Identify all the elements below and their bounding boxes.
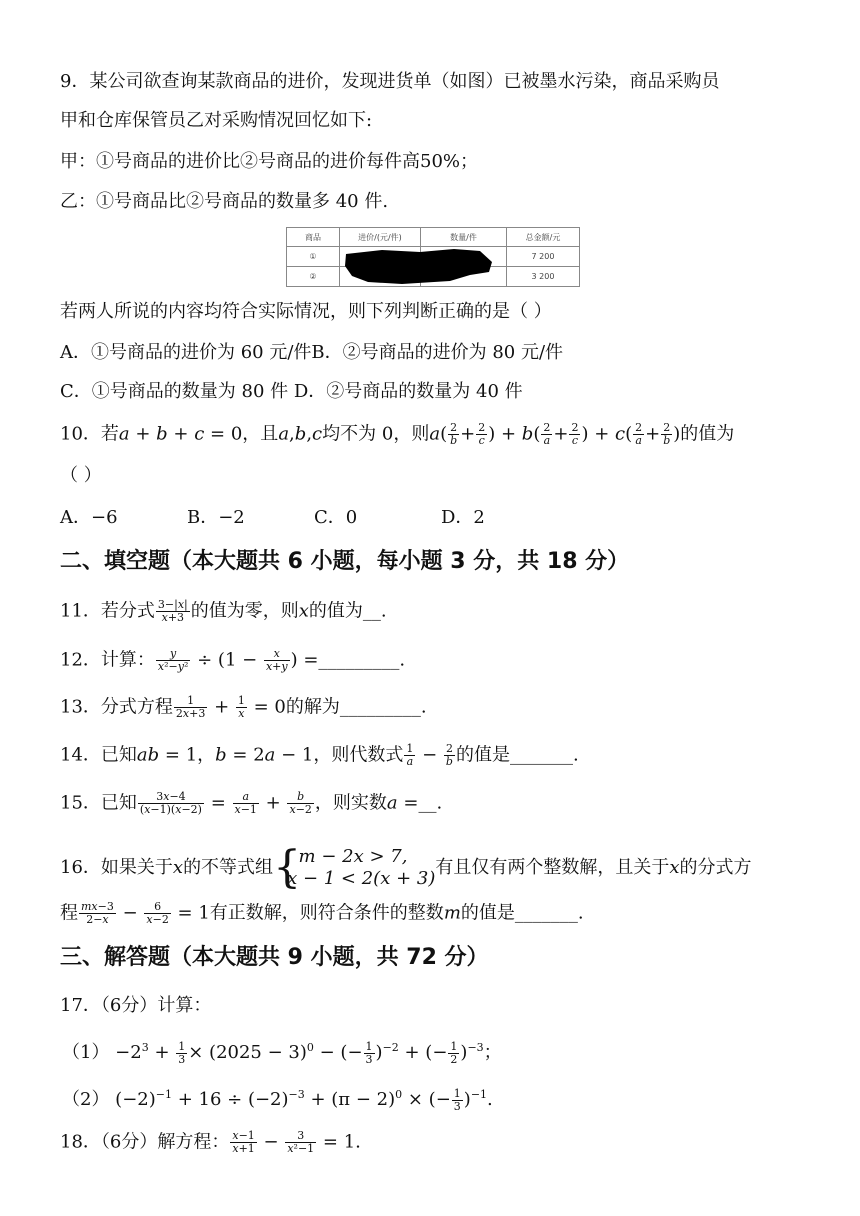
q10-option-d: D．2: [441, 507, 485, 528]
ink-blot: [342, 248, 497, 285]
section-answer-title: 三、解答题（本大题共 9 小题，共 72 分）: [60, 945, 489, 970]
q11: 11．若分式 $\frac{3-|x|}{x+3}$ 的值为零，则x的值为__.: [60, 598, 387, 624]
q17-part-2: （2） $(-2)^{-1} + 16 \div (-2)^{-3} + (\pi - 2)^0$ × (− $\frac{1}{3}$ )$^{-1}$.: [62, 1086, 493, 1113]
table-header: 数量/件: [421, 228, 507, 247]
q9-options-cd: C．①号商品的数量为 80 件 D．②号商品的数量为 40 件: [60, 381, 523, 402]
q9-yi-statement: 乙：①号商品比②号商品的数量多 40 件.: [60, 191, 389, 212]
section-fill-in-title: 二、填空题（本大题共 6 小题，每小题 3 分，共 18 分）: [60, 549, 630, 574]
q17-stem: 17．（6分）计算：: [60, 995, 212, 1016]
q10-answer-paren: （ ）: [60, 465, 102, 486]
q9-line-2: 甲和仓库保管员乙对采购情况回忆如下:: [60, 110, 373, 131]
q9-options-ab: A．①号商品的进价为 60 元/件B．②号商品的进价为 80 元/件: [60, 342, 564, 363]
q17-part-1: $(1) -2^3$ + $\frac{1}{3}$ × $(2025 - 3)^0$ − (− $\frac{1}{3}$ )$^{-2}$ + (− $\frac{1}{2}$ )$^{-3}$；: [62, 1039, 502, 1066]
table-cell: 3 200: [507, 267, 580, 287]
q10-option-c: C．0: [314, 507, 358, 528]
table-header: 商品: [287, 228, 340, 247]
q10-option-b: B．−2: [187, 507, 245, 528]
q10-option-a: A．−6: [60, 507, 118, 528]
q14: 14．已知ab = 1，b = 2a − 1，则代数式 $\frac{1}{a}$ − $\frac{2}{b}$ 的值是_______.: [60, 742, 579, 768]
q18: 18．（6分）解方程： $\frac{x-1}{x+1}$ − $\frac{3}{\text{x²−1}}$ = 1.: [60, 1129, 361, 1155]
q15: 15．已知 $\frac{3x-4}{(x-1)(x-2)}$ = $\frac{a}{x-1}$ + $\frac{b}{x-2}$ ，则实数a =__.: [60, 790, 443, 816]
q10-prefix: 10．若: [60, 423, 119, 445]
table-header: 总金额/元: [507, 228, 580, 247]
q12: 12．计算： $\frac{y}{\text{x²−y²}}$ ÷ (1 − $\frac{x}{x+y}$ ) =_________.: [60, 647, 406, 673]
q16-line-1: 16．如果关于x的不等式组 { m − 2x > 7, x − 1 < 2(x + 3) 有且仅有两个整数解，且关于x的分式方: [60, 846, 752, 890]
q10-stem: 10．若a + b + c = 0，且a,b,c均不为 0，则a( $\frac{2}{b}$ + $\frac{2}{c}$ ) + b( $\frac{2}{a}$ + $\frac{2}{c}$ ) + c( $\frac{2}{a}$ + $\frac{2}{b}$ )的值为: [60, 421, 735, 447]
q9-jia-statement: 甲：①号商品的进价比②号商品的进价每件高50%；: [60, 151, 479, 172]
q9-question: 若两人所说的内容均符合实际情况，则下列判断正确的是（ ）: [60, 301, 552, 322]
table-cell: 7 200: [507, 247, 580, 267]
q9-line-1: 9．某公司欲查询某款商品的进价，发现进货单（如图）已被墨水污染，商品采购员: [60, 71, 720, 92]
table-header: 进价/(元/件): [340, 228, 421, 247]
table-cell: ①: [287, 247, 340, 267]
q16-line-2: 程 $\frac{mx-3}{2-x}$ − $\frac{6}{x-2}$ = 1有正数解，则符合条件的整数m的值是_______.: [60, 900, 584, 926]
table-cell: ②: [287, 267, 340, 287]
q13: 13．分式方程 $\frac{1}{2x+3}$ + $\frac{1}{x}$ = 0的解为_________.: [60, 694, 427, 720]
